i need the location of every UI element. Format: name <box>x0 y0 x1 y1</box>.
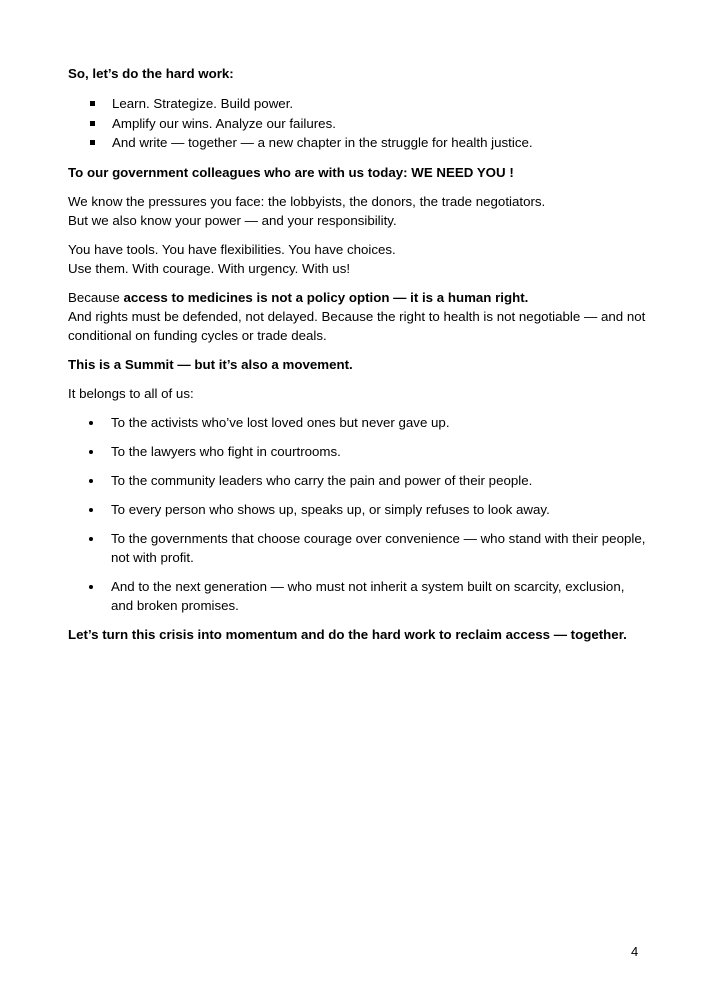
heading-summit: This is a Summit — but it’s also a movement. <box>68 356 353 372</box>
hard-work-list <box>68 94 648 153</box>
because-paragraph: Because access to medicines is not a policy option — it is a human right. And rights must be defended, not delayed. Because the right to health is not negotiable — and not conditional on funding cycles or trade deals. <box>68 289 646 343</box>
square-bullet-icon <box>90 140 95 145</box>
list-item: To the activists who’ve lost loved ones but never gave up. <box>68 413 648 432</box>
dot-bullet-icon <box>89 450 93 454</box>
list-item: And to the next generation — who must not inherit a system built on scarcity, exclusion, and broken promises. <box>68 577 648 615</box>
dot-bullet-icon <box>89 585 93 589</box>
document-page <box>68 64 648 644</box>
list-item: Learn. Strategize. Build power. <box>68 94 648 114</box>
dot-bullet-icon <box>89 508 93 512</box>
human-right-statement: access to medicines is not a policy option — it is a human right. <box>123 289 529 305</box>
pressures-paragraph: We know the pressures you face: the lobbyists, the donors, the trade negotiators. But we also know your power — and your responsibility. <box>68 193 546 228</box>
heading-hard-work: So, let’s do the hard work: <box>68 66 234 81</box>
belongs-list <box>68 413 648 615</box>
dot-bullet-icon <box>89 537 93 541</box>
page-number: 4 <box>631 944 639 959</box>
list-item: Amplify our wins. Analyze our failures. <box>68 114 648 134</box>
list-item: To the community leaders who carry the pain and power of their people. <box>68 471 648 490</box>
belongs-paragraph: It belongs to all of us: <box>68 385 194 401</box>
square-bullet-icon <box>90 121 95 126</box>
list-item: To the lawyers who fight in courtrooms. <box>68 442 648 461</box>
dot-bullet-icon <box>89 479 93 483</box>
closing-statement: Let’s turn this crisis into momentum and do the hard work to reclaim access — together. <box>68 626 627 642</box>
list-item: And write — together — a new chapter in the struggle for health justice. <box>68 133 648 153</box>
list-item: To the governments that choose courage over convenience — who stand with their people, not with profit. <box>68 529 648 567</box>
dot-bullet-icon <box>89 421 93 425</box>
tools-paragraph: You have tools. You have flexibilities. You have choices. Use them. With courage. With urgency. With us! <box>68 241 396 276</box>
square-bullet-icon <box>90 101 95 106</box>
heading-government: To our government colleagues who are with us today: WE NEED YOU ! <box>68 164 514 180</box>
list-item: To every person who shows up, speaks up, or simply refuses to look away. <box>68 500 648 519</box>
